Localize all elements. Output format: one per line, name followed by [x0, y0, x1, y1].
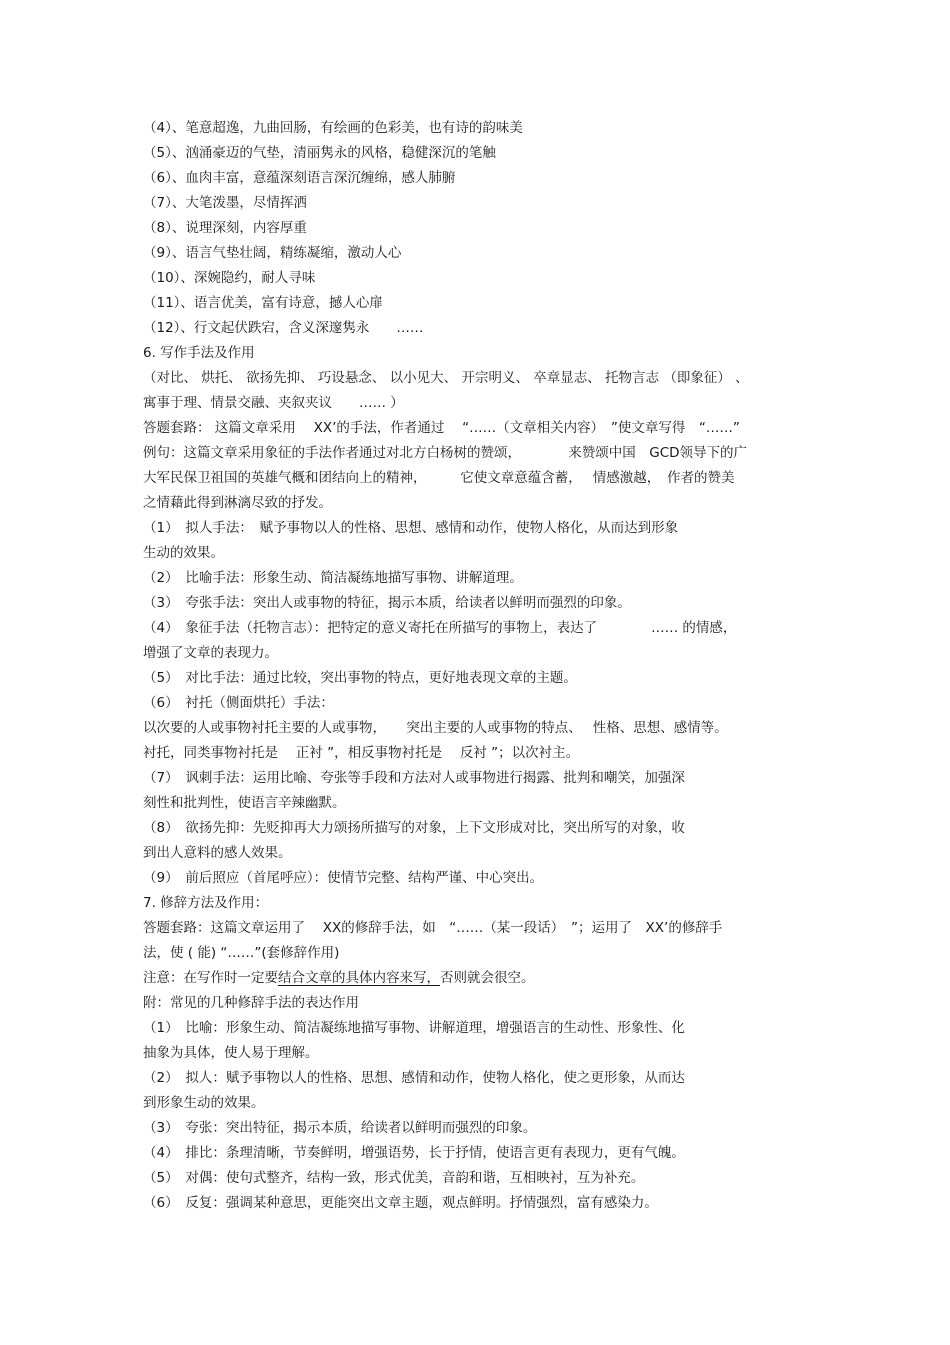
text-line: 增强了文章的表现力。: [143, 645, 278, 661]
text-line: （对比、 烘托、 欲扬先抑、 巧设悬念、 以小见大、 开宗明义、 卒章显志、 托物言志 （即象征） 、: [143, 370, 749, 386]
text-line: （9） 前后照应（首尾呼应）：使情节完整、结构严谨、中心突出。: [143, 870, 544, 886]
text-line: （7） 讽刺手法：运用比喻、夸张等手段和方法对人或事物进行揭露、批判和嘲笑，加强深: [143, 770, 685, 786]
text-line: （6） 反复：强调某种意思，更能突出文章主题，观点鲜明。抒情强烈，富有感染力。: [143, 1195, 658, 1211]
text-line: 衬托，同类事物衬托是 正衬 ”，相反事物衬托是 反衬 ”；以次衬主。: [143, 745, 580, 761]
note-line: [143, 969, 813, 988]
text-line: （5） 对比手法：通过比较，突出事物的特点，更好地表现文章的主题。: [143, 670, 577, 686]
text-line: （11）、语言优美，富有诗意，撼人心扉: [143, 295, 383, 311]
text-line: 以次要的人或事物衬托主要的人或事物， 突出主要的人或事物的特点、 性格、思想、感情等。: [143, 720, 728, 736]
text-line: 抽象为具体，使人易于理解。: [143, 1045, 319, 1061]
text-line: （7）、大笔泼墨，尽情挥洒: [143, 195, 307, 211]
text-line: （3） 夸张手法：突出人或事物的特征，揭示本质，给读者以鲜明而强烈的印象。: [143, 595, 631, 611]
text-line: 刻性和批判性，使语言辛辣幽默。: [143, 795, 346, 811]
text-line: （12）、行文起伏跌宕，含义深邃隽永 ……: [143, 320, 424, 336]
text-line: （4） 排比：条理清晰，节奏鲜明，增强语势，长于抒情，使语言更有表现力，更有气魄。: [143, 1145, 685, 1161]
text-line: （9）、语言气垫壮阔，精练凝缩，激动人心: [143, 245, 402, 261]
note-underlined: 结合文章的具体内容来写，: [278, 970, 440, 986]
text-line: 附：常见的几种修辞手法的表达作用: [143, 995, 359, 1011]
section-heading: 6. 写作手法及作用: [143, 345, 255, 361]
text-line: 法，使 ( 能) “……”(套修辞作用): [143, 945, 340, 961]
text-line: （1） 拟人手法： 赋予事物以人的性格、思想、感情和动作，使物人格化，从而达到形象: [143, 520, 679, 536]
text-line: （6） 衬托（侧面烘托）手法：: [143, 695, 334, 711]
text-line: 到形象生动的效果。: [143, 1095, 265, 1111]
text-line: （1） 比喻：形象生动、简洁凝练地描写事物、讲解道理，增强语言的生动性、形象性、化: [143, 1020, 685, 1036]
text-line: 生动的效果。: [143, 545, 224, 561]
text-line: 大军民保卫祖国的英雄气概和团结向上的精神， 它使文章意蕴含蓄， 情感激越， 作者的赞美: [143, 470, 735, 486]
text-line: 到出人意料的感人效果。: [143, 845, 292, 861]
section-heading: 7. 修辞方法及作用：: [143, 895, 269, 911]
text-line: （8）、说理深刻，内容厚重: [143, 220, 307, 236]
text-line: （2） 拟人：赋予事物以人的性格、思想、感情和动作，使物人格化，使之更形象，从而达: [143, 1070, 685, 1086]
text-line: 例句：这篇文章采用象征的手法作者通过对北方白杨树的赞颂， 来赞颂中国 GCD领导下的广: [143, 445, 748, 461]
text-line: （4）、笔意超逸，九曲回肠，有绘画的色彩美，也有诗的韵味美: [143, 120, 523, 136]
text-line: （10）、深婉隐约，耐人寻味: [143, 270, 316, 286]
text-line: 寓事于理、情景交融、夹叙夹议 …… ）: [143, 395, 404, 411]
text-line: （8） 欲扬先抑：先贬抑再大力颂扬所描写的对象，上下文形成对比，突出所写的对象，收: [143, 820, 685, 836]
text-line: （5）、汹涌豪迈的气垫，清丽隽永的风格，稳健深沉的笔触: [143, 145, 496, 161]
text-line: 之情藉此得到淋漓尽致的抒发。: [143, 495, 332, 511]
text-line: （6）、血肉丰富，意蕴深刻语言深沉缠绵，感人肺腑: [143, 170, 456, 186]
text-line: 答题套路： 这篇文章采用 XX’的手法，作者通过 “……（文章相关内容） ”使文章写得 “……”: [143, 420, 740, 436]
text-line: （4） 象征手法（托物言志）：把特定的意义寄托在所描写的事物上，表达了 …… 的情感，: [143, 620, 737, 636]
note-prefix: 注意：在写作时一定要: [143, 970, 278, 986]
text-line: （3） 夸张：突出特征，揭示本质，给读者以鲜明而强烈的印象。: [143, 1120, 537, 1136]
note-suffix: 否则就会很空。: [440, 970, 535, 986]
text-line: 答题套路：这篇文章运用了 XX的修辞手法，如 “……（某一段话） ”；运用了 XX’的修辞手: [143, 920, 723, 936]
text-line: （2） 比喻手法：形象生动、简洁凝练地描写事物、讲解道理。: [143, 570, 523, 586]
text-line: （5） 对偶：使句式整齐，结构一致，形式优美，音韵和谐，互相映衬，互为补充。: [143, 1170, 645, 1186]
